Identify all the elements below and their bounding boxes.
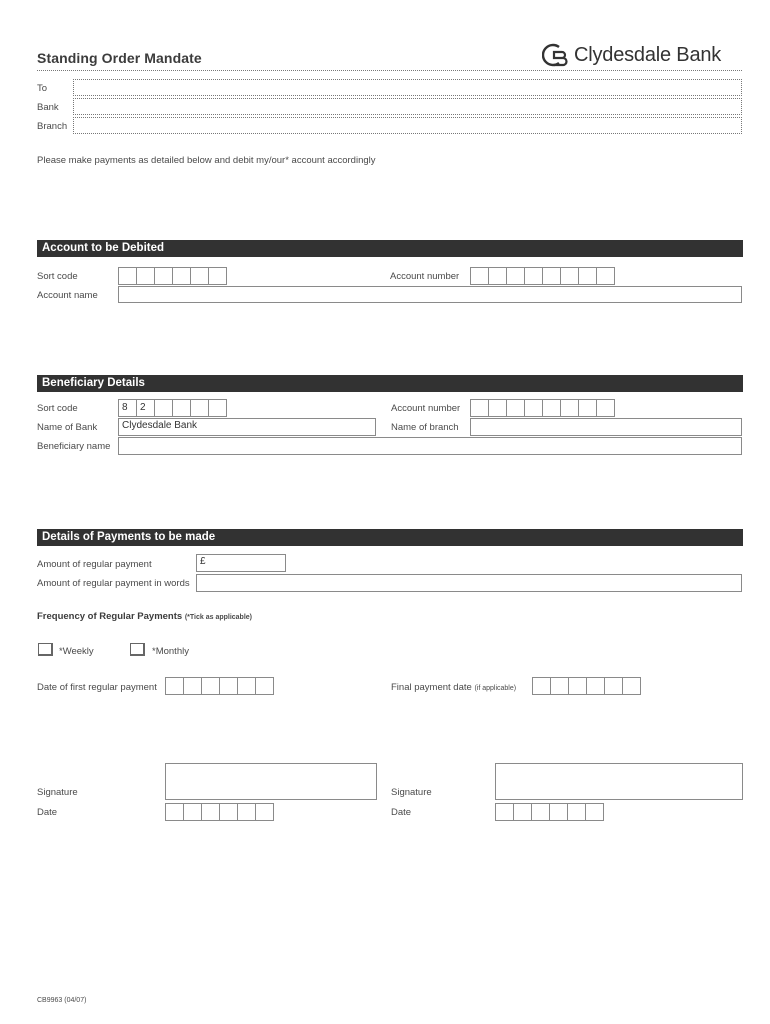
weekly-checkbox[interactable] bbox=[38, 643, 53, 656]
account-number-box[interactable] bbox=[578, 399, 597, 417]
date-box[interactable] bbox=[201, 677, 220, 695]
beneficiary-sort-code-label: Sort code bbox=[37, 403, 78, 414]
debit-account-number-boxes[interactable] bbox=[470, 267, 614, 285]
amount-label: Amount of regular payment bbox=[37, 559, 152, 570]
final-date-note: (if applicable) bbox=[474, 685, 517, 692]
beneficiary-name-label: Beneficiary name bbox=[37, 441, 111, 452]
header-divider bbox=[37, 70, 742, 71]
monthly-checkbox[interactable] bbox=[130, 643, 145, 656]
instruction-text: Please make payments as detailed below and debit my/our* account accordingly bbox=[37, 155, 376, 166]
frequency-heading bbox=[37, 611, 252, 622]
bank-label: Bank bbox=[37, 102, 59, 113]
date-label-1: Date bbox=[37, 807, 58, 818]
account-number-box[interactable] bbox=[470, 267, 489, 285]
date-box[interactable] bbox=[165, 677, 184, 695]
sort-code-box[interactable] bbox=[154, 399, 173, 417]
date-box[interactable] bbox=[183, 677, 202, 695]
name-of-branch-label: Name of branch bbox=[391, 422, 459, 433]
date-box[interactable] bbox=[237, 677, 256, 695]
date-box[interactable] bbox=[622, 677, 641, 695]
date-box[interactable] bbox=[604, 677, 623, 695]
sort-code-box[interactable] bbox=[154, 267, 173, 285]
to-field[interactable] bbox=[73, 79, 742, 96]
date-label-2: Date bbox=[391, 807, 412, 818]
sort-code-box[interactable] bbox=[208, 267, 227, 285]
date-box[interactable] bbox=[219, 677, 238, 695]
amount-words-field[interactable] bbox=[196, 574, 742, 592]
sort-code-box[interactable]: 8 bbox=[118, 399, 137, 417]
page-title: Standing Order Mandate bbox=[37, 50, 202, 66]
account-number-box[interactable] bbox=[578, 267, 597, 285]
beneficiary-account-number-boxes[interactable] bbox=[470, 399, 614, 417]
date-box[interactable] bbox=[549, 803, 568, 821]
first-payment-date-label: Date of first regular payment bbox=[37, 682, 157, 693]
bank-field[interactable] bbox=[73, 98, 742, 115]
sort-code-box[interactable] bbox=[190, 267, 209, 285]
date-box[interactable] bbox=[255, 803, 274, 821]
date-box[interactable] bbox=[550, 677, 569, 695]
frequency-label: Frequency of Regular Payments bbox=[37, 611, 183, 622]
account-number-box[interactable] bbox=[488, 399, 507, 417]
to-label: To bbox=[37, 83, 48, 94]
account-number-box[interactable] bbox=[596, 267, 615, 285]
signature-date-boxes-1[interactable] bbox=[165, 803, 273, 821]
beneficiary-account-number-label: Account number bbox=[391, 403, 461, 414]
signature-label-1: Signature bbox=[37, 787, 78, 798]
beneficiary-name-field[interactable] bbox=[118, 437, 742, 455]
account-number-box[interactable] bbox=[506, 267, 525, 285]
sort-code-box[interactable] bbox=[172, 267, 191, 285]
account-number-box[interactable] bbox=[560, 267, 579, 285]
date-box[interactable] bbox=[586, 677, 605, 695]
account-number-box[interactable] bbox=[524, 399, 543, 417]
debit-sort-code-label: Sort code bbox=[37, 271, 78, 282]
section-heading-debited: Account to be Debited bbox=[37, 240, 743, 257]
account-number-box[interactable] bbox=[488, 267, 507, 285]
account-number-box[interactable] bbox=[470, 399, 489, 417]
signature-box-2[interactable] bbox=[495, 763, 743, 800]
name-of-branch-field[interactable] bbox=[470, 418, 742, 436]
section-heading-payments: Details of Payments to be made bbox=[37, 529, 743, 546]
date-box[interactable] bbox=[201, 803, 220, 821]
final-payment-date-boxes[interactable] bbox=[532, 677, 640, 695]
date-box[interactable] bbox=[219, 803, 238, 821]
beneficiary-sort-code-boxes[interactable] bbox=[118, 399, 226, 417]
account-number-box[interactable] bbox=[542, 399, 561, 417]
sort-code-box[interactable] bbox=[190, 399, 209, 417]
account-number-box[interactable] bbox=[560, 399, 579, 417]
date-box[interactable] bbox=[237, 803, 256, 821]
amount-words-label: Amount of regular payment in words bbox=[37, 578, 190, 589]
date-box[interactable] bbox=[568, 677, 587, 695]
section-heading-beneficiary: Beneficiary Details bbox=[37, 375, 743, 392]
monthly-label: *Monthly bbox=[152, 646, 189, 657]
branch-label: Branch bbox=[37, 121, 68, 132]
sort-code-box[interactable] bbox=[118, 267, 137, 285]
branch-field[interactable] bbox=[73, 117, 742, 134]
debit-sort-code-boxes[interactable] bbox=[118, 267, 226, 285]
name-of-bank-field[interactable]: Clydesdale Bank bbox=[118, 418, 376, 436]
date-box[interactable] bbox=[255, 677, 274, 695]
bank-logo bbox=[542, 40, 721, 70]
final-payment-date-label bbox=[391, 682, 516, 693]
final-date-label-text: Final payment date bbox=[391, 682, 472, 693]
name-of-bank-label: Name of Bank bbox=[37, 422, 98, 433]
clydesdale-logo-icon bbox=[542, 41, 572, 69]
weekly-label: *Weekly bbox=[59, 646, 94, 657]
amount-field[interactable]: £ bbox=[196, 554, 286, 572]
frequency-note: (*Tick as applicable) bbox=[184, 614, 253, 621]
date-box[interactable] bbox=[567, 803, 586, 821]
sort-code-box[interactable] bbox=[172, 399, 191, 417]
sort-code-box[interactable] bbox=[136, 267, 155, 285]
debit-account-name-field[interactable] bbox=[118, 286, 742, 303]
date-box[interactable] bbox=[585, 803, 604, 821]
date-box[interactable] bbox=[532, 677, 551, 695]
debit-account-name-label: Account name bbox=[37, 290, 98, 301]
date-box[interactable] bbox=[165, 803, 184, 821]
account-number-box[interactable] bbox=[524, 267, 543, 285]
signature-label-2: Signature bbox=[391, 787, 432, 798]
date-box[interactable] bbox=[513, 803, 532, 821]
date-box[interactable] bbox=[531, 803, 550, 821]
account-number-box[interactable] bbox=[596, 399, 615, 417]
signature-date-boxes-2[interactable] bbox=[495, 803, 603, 821]
sort-code-box[interactable]: 2 bbox=[136, 399, 155, 417]
brand-name: Clydesdale Bank bbox=[574, 43, 722, 66]
debit-account-number-label: Account number bbox=[390, 271, 460, 282]
sort-code-box[interactable] bbox=[208, 399, 227, 417]
form-code: CB9963 (04/07) bbox=[37, 997, 87, 1004]
account-number-box[interactable] bbox=[506, 399, 525, 417]
date-box[interactable] bbox=[495, 803, 514, 821]
signature-box-1[interactable] bbox=[165, 763, 377, 800]
date-box[interactable] bbox=[183, 803, 202, 821]
account-number-box[interactable] bbox=[542, 267, 561, 285]
first-payment-date-boxes[interactable] bbox=[165, 677, 273, 695]
